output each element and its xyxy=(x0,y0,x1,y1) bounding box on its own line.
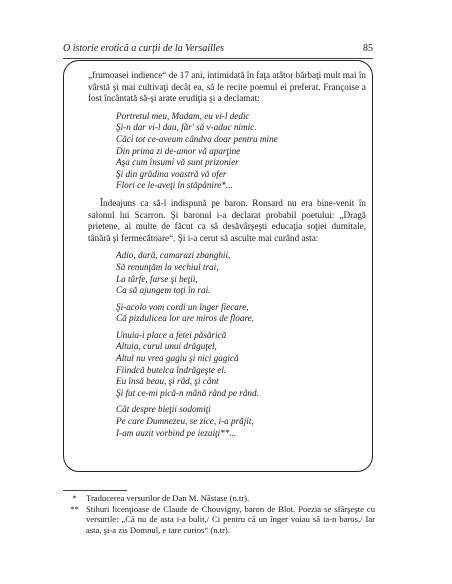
running-header xyxy=(63,43,373,54)
verse-line: Pe care Dumnezeu, se zice, i-a prăjit, xyxy=(116,416,254,427)
main-text xyxy=(88,70,366,445)
verse-line: Aşa cum însumi vă sunt prizonier xyxy=(116,157,239,168)
stanza-3 xyxy=(116,330,366,400)
stanza-2 xyxy=(116,302,366,325)
verse-line: Cât despre bieţii sodomiţi xyxy=(116,404,211,415)
header-rule xyxy=(63,58,373,59)
verse-line: Flori ce le-aveţi în stăpânire*... xyxy=(116,180,233,191)
verse-line: Portretul meu, Madam, eu vi-l dedic xyxy=(116,110,250,121)
verse-line: Şi-acolo vom cordi un înger fiecare, xyxy=(116,301,249,312)
verse-line: Altuia, curul unui drăguţel, xyxy=(116,341,217,352)
verse-line: Ca să ajungem toţi în rai. xyxy=(116,285,211,296)
verse-block-2 xyxy=(116,250,366,439)
verse-line: Şi-n dar vi-l dau, făr' să v-aduc nimic. xyxy=(116,122,257,133)
book-title: O istorie erotică a curţii de la Versailles xyxy=(63,43,225,54)
page-number: 85 xyxy=(363,43,373,54)
footnote-text: Traducerea versurilor de Dan M. Năstase (n.tr). xyxy=(86,493,250,503)
verse-line: La târfe, farse şi beţii, xyxy=(116,273,198,284)
verse-line: Unuia-i place a fetei păsărică xyxy=(116,329,227,340)
verse-line: I-am auzit vorbind pe iezuiţi**... xyxy=(116,427,237,438)
verse-line: Şi din grădina voastră vă ofer xyxy=(116,168,227,179)
verse-block-1 xyxy=(116,111,366,192)
footnotes xyxy=(63,493,375,535)
stanza-1 xyxy=(116,250,366,296)
paragraph-2: Îndeajuns ca să-l indispună pe baron. Ronsard nu era bine-venit în salonul lui Scarron. Şi baronul i-a declarat probabil poetului: „Dragă prietene, ai multe de făcut ca să desăvârşeşti educaţia soţiei dumitale, tânără şi fermecătoare“. Şi i-a cerut să asculte mai curând asta: xyxy=(88,197,366,243)
verse-line: Fiindcă butelca îndrăgeşte el. xyxy=(116,364,227,375)
footnote-1 xyxy=(63,493,375,504)
footnote-marker: ** xyxy=(70,503,79,514)
verse-line: Să renunţăm la vechiul trai, xyxy=(116,261,219,272)
footnote-marker: * xyxy=(72,493,77,503)
verse-line: Că pizdulicea lor are miros de floare. xyxy=(116,313,255,324)
footnote-text: Stihuri licenţioase de Claude de Chouvigny, baron de Blot. Poezia se sfârşeşte cu versurile: „Că nu de asta i-a bulit,/ Ci pentru că un înger voiau să ia-n baros,/ Iar asta, şi-a zis Domnul, e tare curios“ (n.tr). xyxy=(86,503,375,535)
verse-line: Adio, dară, camarazi zbanghii, xyxy=(116,250,231,261)
verse-line: Altul nu vrea gagiu şi nici gagică xyxy=(116,353,239,364)
verse-line: Eu însă beau, şi râd, şi cânt xyxy=(116,376,219,387)
verse-line: Din prima zi de-amor vă aparţine xyxy=(116,145,241,156)
stanza-4 xyxy=(116,404,366,439)
footnote-2 xyxy=(63,504,375,536)
footnote-rule xyxy=(63,490,127,491)
verse-line: Căci tot ce-aveam cândva doar pentru mine xyxy=(116,133,278,144)
paragraph-1: „frumoasei indience“ de 17 ani, intimidată în faţa atâtor bărbaţi mult mai în vârstă şi mai cultivaţi decât ea, să le recite poemul ei preferat. Françoise a fost încântată să-şi arate erudiţia şi a declamat: xyxy=(88,70,366,104)
verse-line: Şi fut ce-mi pică-n mână rând pe rând. xyxy=(116,387,259,398)
